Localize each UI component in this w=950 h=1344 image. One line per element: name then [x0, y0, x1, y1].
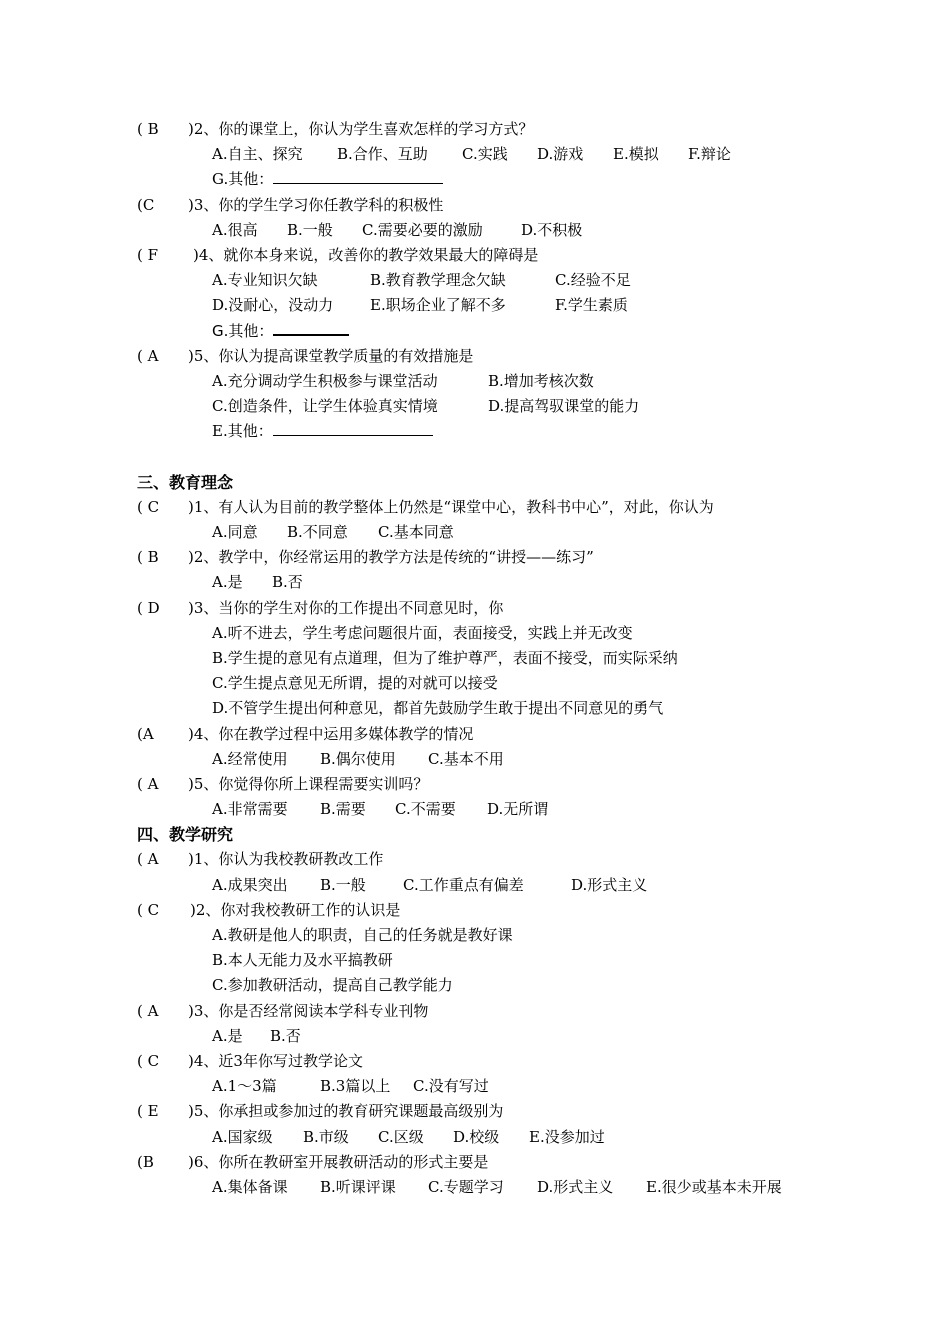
- option-row: [0, 218, 950, 243]
- question-row: [0, 596, 950, 621]
- option: E.模拟: [613, 145, 659, 164]
- question-stem: )1、有人认为目前的教学整体上仍然是“课堂中心，教科书中心”，对此，你认为: [188, 497, 714, 516]
- answer-mark: (A: [137, 724, 154, 743]
- question-stem: )2、教学中，你经常运用的教学方法是传统的“讲授——练习”: [188, 548, 594, 567]
- option: C.工作重点有偏差: [403, 875, 524, 894]
- option: B.需要: [320, 800, 366, 819]
- option: D.形式主义: [537, 1177, 614, 1196]
- option: C.区级: [378, 1127, 424, 1146]
- option-row: [0, 747, 950, 772]
- question-stem: )3、你的学生学习你任教学科的积极性: [188, 195, 444, 214]
- option: A.1～3篇: [212, 1077, 277, 1096]
- question-stem: )5、你觉得你所上课程需要实训吗？: [188, 774, 429, 793]
- question-stem: )5、你承担或参加过的教育研究课题最高级别为: [188, 1102, 504, 1121]
- answer-mark: ( A: [137, 346, 159, 365]
- option: C.基本不用: [428, 749, 504, 768]
- option: C.需要必要的激励: [362, 220, 483, 239]
- answer-mark: ( C: [137, 497, 160, 516]
- question-stem: )5、你认为提高课堂教学质量的有效措施是: [188, 346, 474, 365]
- answer-mark: (C: [137, 195, 155, 214]
- option-row: [0, 293, 950, 318]
- question-row: [0, 344, 950, 369]
- option-row: [0, 1024, 950, 1049]
- option-row: [0, 873, 950, 898]
- option: B.教育教学理念欠缺: [370, 271, 506, 290]
- question-stem: )4、就你本身来说，改善你的教学效果最大的障碍是: [193, 245, 539, 264]
- option-row: [0, 319, 950, 344]
- option: B.一般: [320, 875, 366, 894]
- option: C.创造条件，让学生体验真实情境: [212, 397, 438, 416]
- option: B.市级: [303, 1127, 349, 1146]
- option: F.辩论: [688, 145, 731, 164]
- question-stem: )1、你认为我校教研教改工作: [188, 850, 384, 869]
- option: D.没耐心，没动力: [212, 296, 334, 315]
- option: C.专题学习: [428, 1177, 504, 1196]
- option: D.无所谓: [487, 800, 549, 819]
- question-row: [0, 999, 950, 1024]
- blank-line: [0, 444, 950, 469]
- option: A.国家级: [212, 1127, 273, 1146]
- question-row: [0, 1150, 950, 1175]
- answer-mark: ( B: [137, 548, 159, 567]
- option-row: [0, 671, 950, 696]
- question-row: [0, 1099, 950, 1124]
- option: A.成果突出: [212, 875, 288, 894]
- option: A.同意: [212, 523, 258, 541]
- question-row: [0, 193, 950, 218]
- answer-mark: ( A: [137, 850, 159, 869]
- option: B.否: [272, 573, 303, 592]
- option-row: [0, 621, 950, 646]
- option: B.本人无能力及水平搞教研: [212, 951, 393, 970]
- option: A.经常使用: [212, 749, 288, 768]
- option: B.合作、互助: [337, 145, 428, 164]
- question-row: [0, 545, 950, 570]
- option-row: [0, 369, 950, 394]
- option: B.一般: [287, 220, 333, 239]
- fill-blank: [273, 319, 349, 336]
- option: C.没有写过: [413, 1077, 489, 1096]
- option-row: [0, 570, 950, 595]
- option: A.充分调动学生积极参与课堂活动: [212, 371, 438, 390]
- option-row: [0, 948, 950, 973]
- option: B.不同意: [287, 523, 348, 541]
- question-row: [0, 1049, 950, 1074]
- option-row: [0, 268, 950, 293]
- question-row: [0, 898, 950, 923]
- option: A.自主、探究: [212, 145, 303, 164]
- option: E.职场企业了解不多: [370, 296, 506, 315]
- answer-mark: ( F: [137, 245, 159, 264]
- question-stem: )6、你所在教研室开展教研活动的形式主要是: [188, 1152, 489, 1171]
- option: A.教研是他人的职责，自己的任务就是教好课: [212, 926, 513, 944]
- option: A.听不进去，学生考虑问题很片面，表面接受，实践上并无改变: [212, 623, 633, 642]
- question-stem: )2、你对我校教研工作的认识是: [190, 900, 401, 919]
- section-heading: 三、教育理念: [137, 472, 234, 492]
- option: E.很少或基本未开展: [646, 1177, 782, 1196]
- option-other: G.其他：: [212, 167, 443, 192]
- option: C.基本同意: [378, 523, 454, 541]
- option: A.非常需要: [212, 800, 288, 819]
- option: C.经验不足: [555, 271, 631, 290]
- answer-mark: ( C: [137, 1051, 160, 1070]
- option-row: [0, 520, 950, 545]
- option: B.增加考核次数: [488, 371, 594, 390]
- option-row: [0, 973, 950, 998]
- option-row: [0, 923, 950, 948]
- option-row: [0, 394, 950, 419]
- option-row: [0, 696, 950, 721]
- answer-mark: ( A: [137, 774, 159, 793]
- option-row: [0, 167, 950, 192]
- option: F.学生素质: [555, 296, 628, 315]
- option: B.偶尔使用: [320, 749, 396, 768]
- answer-mark: ( C: [137, 900, 160, 919]
- option: D.形式主义: [571, 875, 648, 894]
- fill-blank: [273, 420, 433, 436]
- question-row: [0, 772, 950, 797]
- option: C.学生提点意见无所谓，提的对就可以接受: [212, 674, 498, 693]
- question-row: [0, 495, 950, 520]
- option-row: [0, 1125, 950, 1150]
- option-row: [0, 419, 950, 444]
- option-row: [0, 142, 950, 167]
- option: A.很高: [212, 220, 258, 239]
- option: B.否: [270, 1026, 301, 1045]
- option: B.3篇以上: [320, 1077, 391, 1096]
- answer-mark: (B: [137, 1152, 154, 1171]
- question-stem: )2、你的课堂上，你认为学生喜欢怎样的学习方式？: [188, 120, 534, 138]
- option-row: [0, 646, 950, 671]
- option: A.是: [212, 1026, 243, 1045]
- question-stem: )4、你在教学过程中运用多媒体教学的情况: [188, 724, 474, 743]
- answer-mark: ( D: [137, 598, 160, 617]
- option: D.不管学生提出何种意见，都首先鼓励学生敢于提出不同意见的勇气: [212, 699, 664, 718]
- option: A.集体备课: [212, 1177, 288, 1196]
- survey-document: [0, 117, 950, 1200]
- option-other: G.其他：: [212, 319, 349, 344]
- option-row: [0, 1074, 950, 1099]
- option-row: [0, 1175, 950, 1200]
- option-other: E.其他：: [212, 419, 433, 444]
- answer-mark: ( A: [137, 1001, 159, 1020]
- option: C.参加教研活动，提高自己教学能力: [212, 976, 453, 995]
- question-stem: )3、你是否经常阅读本学科专业刊物: [188, 1001, 429, 1020]
- option: A.是: [212, 573, 243, 592]
- option: D.不积极: [521, 220, 583, 239]
- question-row: [0, 243, 950, 268]
- section-heading: 四、教学研究: [137, 825, 234, 845]
- option: D.校级: [453, 1127, 500, 1146]
- question-row: [0, 722, 950, 747]
- question-stem: )4、近3年你写过教学论文: [188, 1051, 363, 1070]
- option: D.游戏: [537, 145, 584, 164]
- option: B.学生提的意见有点道理，但为了维护尊严，表面不接受，而实际采纳: [212, 648, 678, 667]
- answer-mark: ( B: [137, 120, 159, 138]
- fill-blank: [273, 168, 443, 184]
- option: C.实践: [462, 145, 508, 164]
- option: E.没参加过: [529, 1127, 605, 1146]
- answer-mark: ( E: [137, 1102, 159, 1121]
- option: C.不需要: [395, 800, 456, 819]
- question-row: [0, 847, 950, 872]
- question-stem: )3、当你的学生对你的工作提出不同意见时，你: [188, 598, 504, 617]
- question-row: [0, 117, 950, 142]
- option: D.提高驾驭课堂的能力: [488, 397, 640, 416]
- option-row: [0, 797, 950, 822]
- option: A.专业知识欠缺: [212, 271, 318, 290]
- option: B.听课评课: [320, 1177, 396, 1196]
